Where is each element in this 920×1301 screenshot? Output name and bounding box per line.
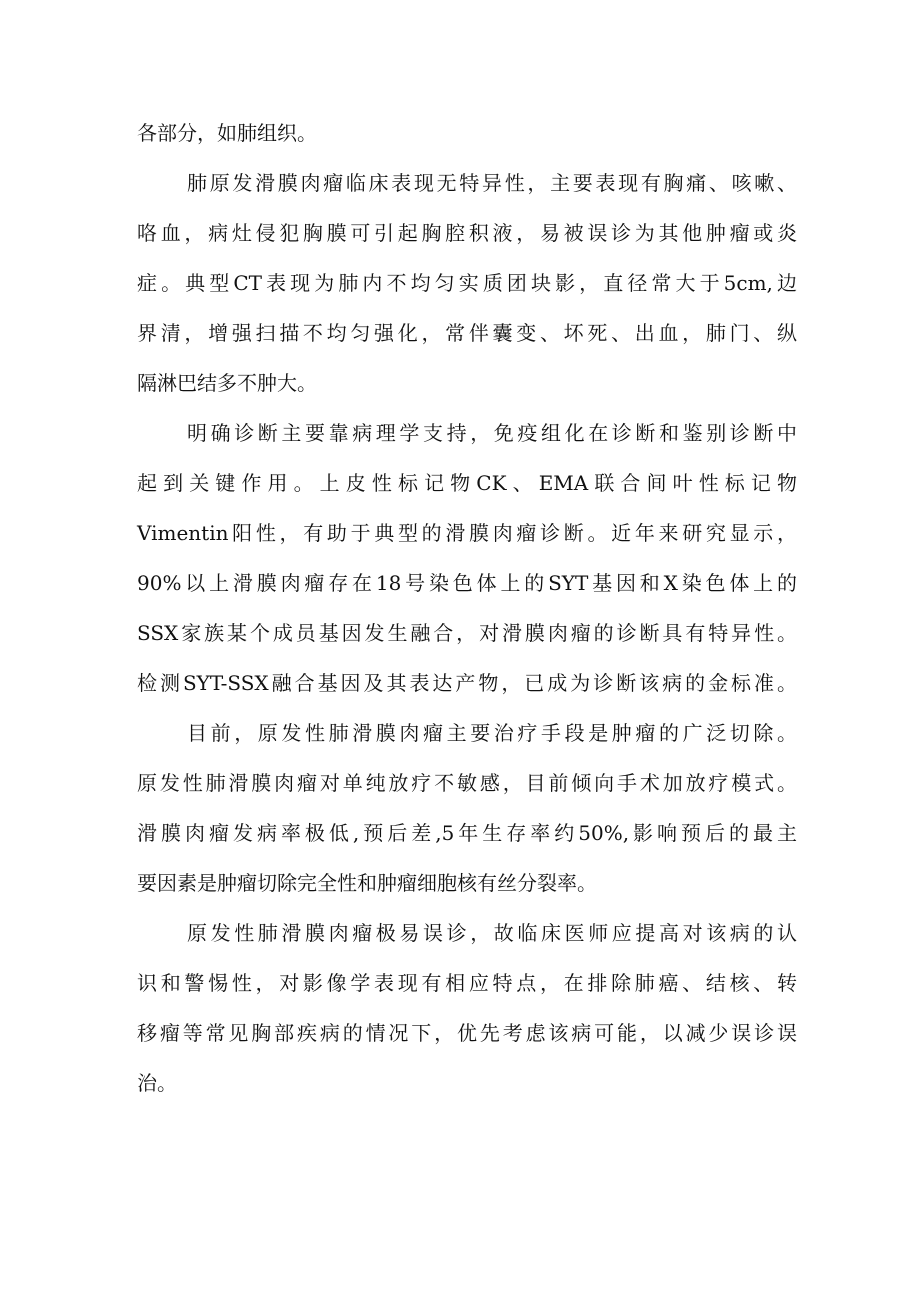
text-line: 原发性肺滑膜肉瘤极易误诊，故临床医师应提高对该病的认 xyxy=(187,921,797,945)
text-line: 界清，增强扫描不均匀强化，常伴囊变、坏死、出血，肺门、纵 xyxy=(137,321,797,345)
text-line: 明确诊断主要靠病理学支持，免疫组化在诊断和鉴别诊断中 xyxy=(187,421,797,445)
text-line: 起到关键作用。上皮性标记物CK、EMA联合间叶性标记物 xyxy=(137,471,797,495)
text-line: 识和警惕性，对影像学表现有相应特点，在排除肺癌、结核、转 xyxy=(137,971,797,995)
text-line: 咯血，病灶侵犯胸膜可引起胸腔积液，易被误诊为其他肿瘤或炎 xyxy=(137,221,797,245)
text-line: 要因素是肿瘤切除完全性和肿瘤细胞核有丝分裂率。 xyxy=(137,871,597,895)
text-line: SSX家族某个成员基因发生融合，对滑膜肉瘤的诊断具有特异性。 xyxy=(137,621,797,645)
text-line: 检测SYT-SSX融合基因及其表达产物，已成为诊断该病的金标准。 xyxy=(137,671,797,695)
text-line: 症。典型CT表现为肺内不均匀实质团块影，直径常大于5cm,边 xyxy=(137,271,797,295)
text-line: 隔淋巴结多不肿大。 xyxy=(137,371,317,395)
text-line: 90%以上滑膜肉瘤存在18号染色体上的SYT基因和X染色体上的 xyxy=(137,571,797,595)
text-line: 目前，原发性肺滑膜肉瘤主要治疗手段是肿瘤的广泛切除。 xyxy=(187,721,797,745)
text-line: 滑膜肉瘤发病率极低,预后差,5年生存率约50%,影响预后的最主 xyxy=(137,821,797,845)
text-line: 各部分，如肺组织。 xyxy=(137,121,317,145)
text-line: 肺原发滑膜肉瘤临床表现无特异性，主要表现有胸痛、咳嗽、 xyxy=(187,171,797,195)
text-line: 原发性肺滑膜肉瘤对单纯放疗不敏感，目前倾向手术加放疗模式。 xyxy=(137,771,797,795)
text-line: 治。 xyxy=(137,1071,177,1095)
text-line: 移瘤等常见胸部疾病的情况下，优先考虑该病可能，以减少误诊误 xyxy=(137,1021,797,1045)
text-line: Vimentin阳性，有助于典型的滑膜肉瘤诊断。近年来研究显示， xyxy=(137,521,797,545)
